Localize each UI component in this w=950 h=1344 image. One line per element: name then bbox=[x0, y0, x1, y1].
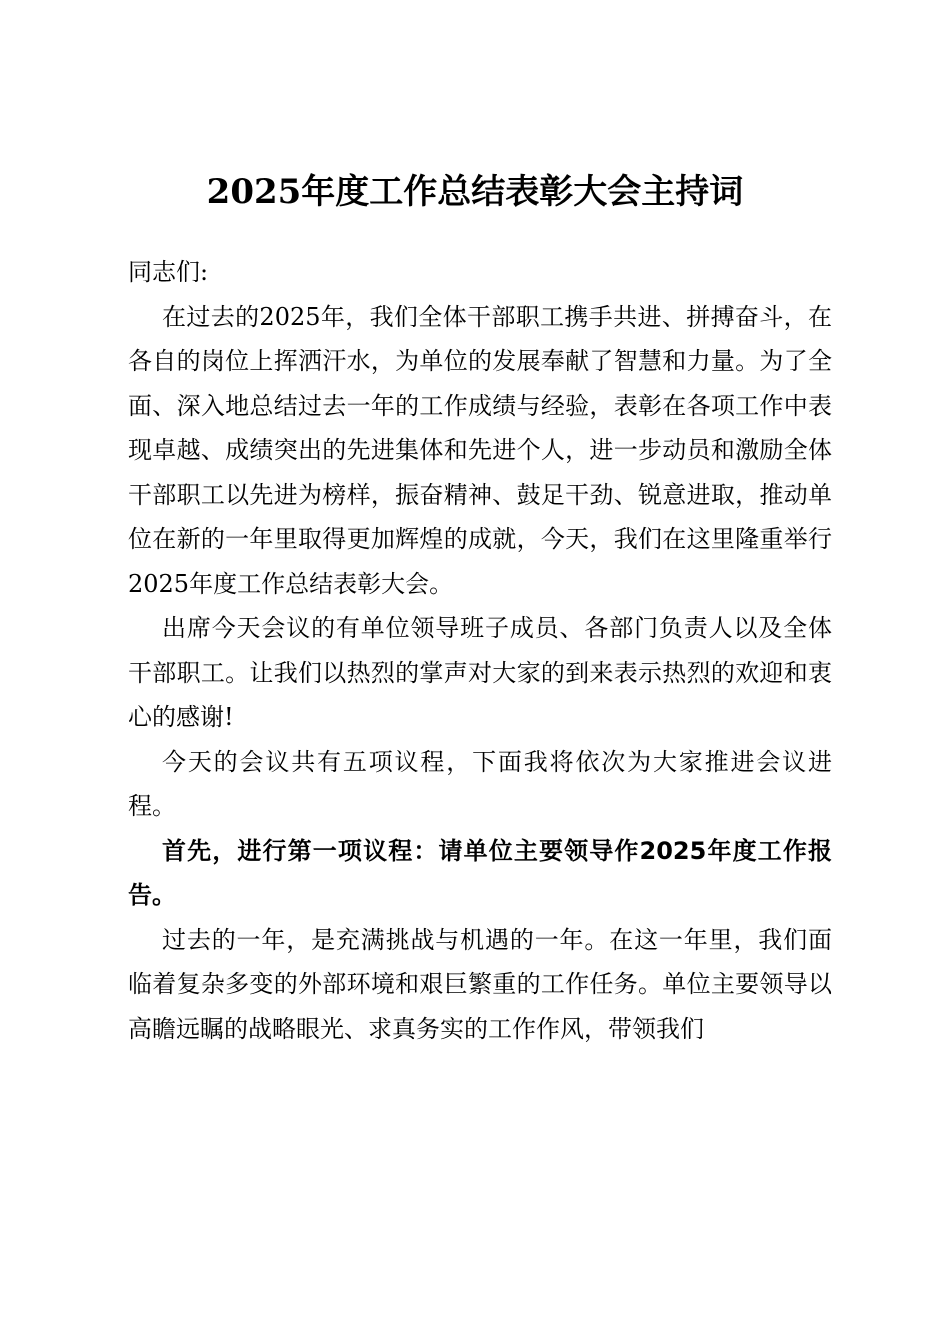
document-title: 2025年度工作总结表彰大会主持词 bbox=[206, 172, 744, 212]
paragraph-attendees: 出席今天会议的有单位领导班子成员、各部门负责人以及全体干部职工。让我们以热烈的掌声对大家的到来表示热烈的欢迎和衷心的感谢! bbox=[128, 614, 832, 731]
greeting: 同志们: bbox=[128, 258, 209, 286]
document-body bbox=[128, 250, 832, 1051]
paragraph-intro: 在过去的2025年，我们全体干部职工携手共进、拼搏奋斗，在各自的岗位上挥洒汗水，为单位的发展奉献了智慧和力量。为了全面、深入地总结过去一年的工作成绩与经验，表彰在各项工作中表现卓越、成绩突出的先进集体和先进个人，进一步动员和激励全体干部职工以先进为榜样，振奋精神、鼓足干劲、锐意进取，推动单位在新的一年里取得更加辉煌的成就，今天，我们在这里隆重举行2025年度工作总结表彰大会。 bbox=[128, 302, 832, 598]
agenda-item-1: 首先，进行第一项议程：请单位主要领导作2025年度工作报告。 bbox=[128, 836, 832, 909]
paragraph-agenda-overview: 今天的会议共有五项议程，下面我将依次为大家推进会议进程。 bbox=[128, 747, 832, 820]
paragraph-review: 过去的一年，是充满挑战与机遇的一年。在这一年里，我们面临着复杂多变的外部环境和艰巨繁重的工作任务。单位主要领导以高瞻远瞩的战略眼光、求真务实的工作作风，带领我们 bbox=[128, 925, 832, 1043]
